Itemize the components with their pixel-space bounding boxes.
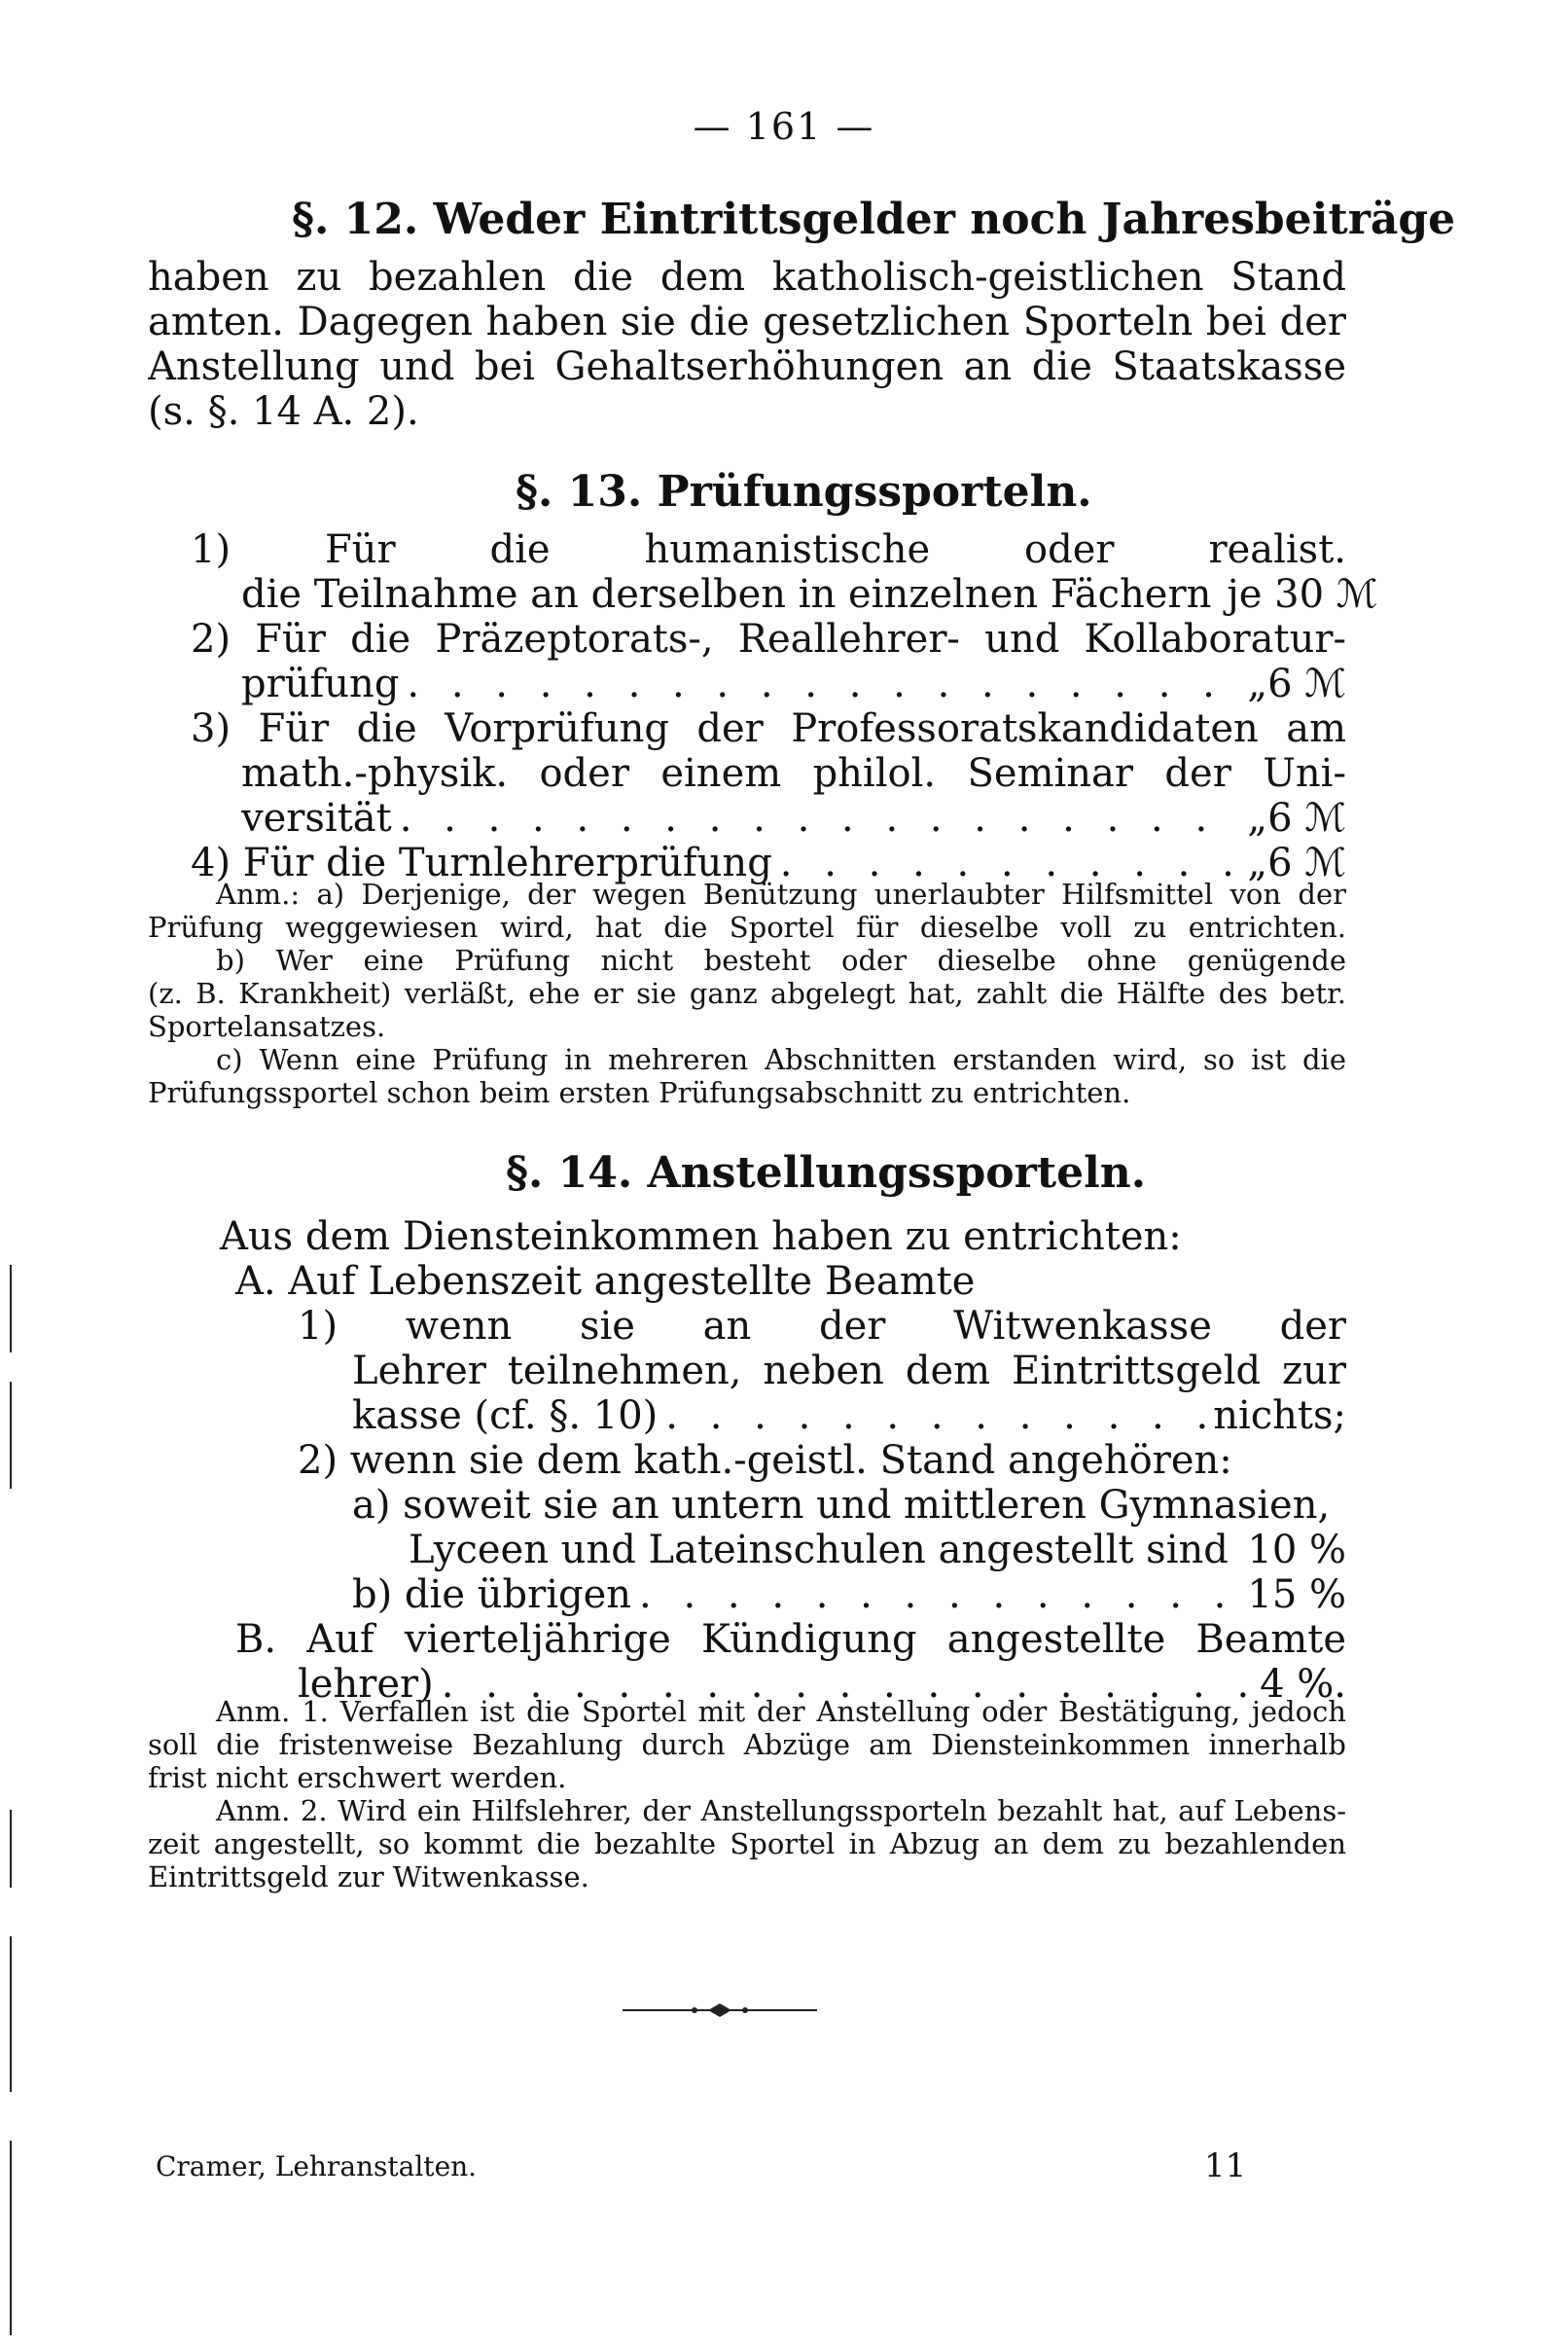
section-12-line-1: haben zu bezahlen die dem katholisch-geistlichen Stand	[148, 255, 1346, 300]
fee-item-3-line-2: math.-physik. oder einem philol. Seminar der Uni-	[241, 751, 1346, 796]
note-2-line-2: zeit angestellt, so kommt die bezahlte Sportel in Abzug an dem zu bezahlenden	[148, 1827, 1346, 1860]
fee-list	[191, 527, 1378, 885]
fee-item-2-line-2	[191, 662, 1346, 706]
group-a-1-text: kasse (cf. §. 10)	[352, 1393, 659, 1438]
section-14-heading: §. 14. Anstellungssporteln.	[506, 1148, 1147, 1198]
fee-item-3-value: 6 ℳ	[1267, 796, 1346, 841]
group-b-text: lehrer)	[298, 1662, 434, 1707]
note-2-line-3: Eintrittsgeld zur Witwenkasse.	[148, 1860, 589, 1893]
note-c-line-1: c) Wenn eine Prüfung in mehreren Abschnitten erstanden wird, so ist die	[216, 1043, 1346, 1076]
section-14-notes	[148, 1695, 1346, 1893]
group-a-2b-text: b) die übrigen	[352, 1572, 632, 1617]
fee-item-1-line-1: 1) Für die humanistische oder realist.	[191, 527, 1346, 572]
scan-margin-mark	[10, 1810, 12, 1888]
group-a-2b-value: 15 %	[1247, 1572, 1346, 1617]
ditto-mark: „	[1247, 841, 1268, 885]
ditto-mark: „	[1247, 796, 1268, 841]
fee-item-3-line-1: 3) Für die Vorprüfung der Professoratskandidaten am	[191, 706, 1346, 751]
leader-dots	[407, 662, 1239, 706]
note-1-line-2: soll die fristenweise Bezahlung durch Abzüge am Diensteinkommen innerhalb	[148, 1728, 1346, 1761]
footer-signature: Cramer, Lehranstalten.	[156, 2150, 478, 2182]
fee-item-3-text: versität	[241, 796, 392, 841]
note-a-line-1: Anm.: a) Derjenige, der wegen Benützung unerlaubter Hilfsmittel von der	[216, 878, 1346, 911]
group-b-value: 4 %.	[1260, 1662, 1346, 1707]
scan-margin-mark	[10, 2141, 12, 2335]
fee-item-1-line-2	[191, 572, 1378, 617]
group-a-1-line-1: 1) wenn sie an der Witwenkasse der	[298, 1304, 1346, 1349]
fee-item-1-text: die Teilnahme an derselben in einzelnen Fächern	[241, 572, 1212, 617]
group-a-2a-line-2	[220, 1528, 1346, 1572]
group-b-line-1: B. Auf vierteljährige Kündigung angestellte Beamte	[235, 1617, 1346, 1662]
leader-dots	[1236, 1528, 1240, 1572]
scan-margin-mark	[10, 1936, 12, 2092]
note-b-line-1: b) Wer eine Prüfung nicht besteht oder dieselbe ohne genügende	[216, 944, 1346, 977]
group-a-1-value: nichts;	[1213, 1393, 1346, 1438]
note-a-line-2: Prüfung weggewiesen wird, hat die Sportel für dieselbe voll zu entrichten.	[148, 911, 1346, 944]
note-b-line-2: (z. B. Krankheit) verläßt, ehe er sie ganz abgelegt hat, zahlt die Hälfte des betr.	[148, 977, 1346, 1010]
section-end-ornament	[623, 2001, 817, 2020]
group-a-2a-value: 10 %	[1247, 1528, 1346, 1572]
group-a-1-line-2: Lehrer teilnehmen, neben dem Eintrittsgeld zur	[352, 1349, 1346, 1393]
section-12-body	[148, 255, 1346, 434]
scan-margin-mark	[10, 1382, 12, 1489]
section-13-notes	[148, 878, 1346, 1109]
section-14-intro: Aus dem Diensteinkommen haben zu entrichten:	[220, 1214, 1182, 1259]
fee-item-3-line-3	[191, 796, 1346, 841]
page-number: — 161 —	[693, 105, 875, 148]
group-a-2-line-1: 2) wenn sie dem kath.-geistl. Stand angehören:	[298, 1438, 1232, 1483]
group-a-2b-line-1	[220, 1572, 1346, 1617]
fee-item-4-text: 4) Für die Turnlehrerprüfung	[191, 841, 772, 885]
fee-item-2-value: 6 ℳ	[1267, 662, 1346, 706]
note-1-line-3: frist nicht erschwert werden.	[148, 1761, 567, 1794]
group-a-1-line-3	[220, 1393, 1346, 1438]
section-12-heading: §. 12. Weder Eintrittsgelder noch Jahresbeiträge	[292, 195, 1456, 244]
section-13-heading: §. 13. Prüfungssporteln.	[516, 467, 1092, 517]
note-b-line-3: Sportelansatzes.	[148, 1010, 386, 1043]
section-12-line-4: (s. §. 14 A. 2).	[148, 389, 419, 434]
note-c-line-2: Prüfungssportel schon beim ersten Prüfungsabschnitt zu entrichten.	[148, 1076, 1131, 1109]
group-a-label: A. Auf Lebenszeit angestellte Beamte	[235, 1259, 976, 1304]
ditto-mark: „	[1247, 662, 1268, 706]
group-a-2a-text: Lyceen und Lateinschulen angestellt sind	[409, 1528, 1229, 1572]
fee-item-4-value: 6 ℳ	[1267, 841, 1346, 885]
leader-dots	[665, 1393, 1205, 1438]
fee-item-2-line-1: 2) Für die Präzeptorats-, Reallehrer- und Kollaboratur-	[191, 617, 1346, 662]
leader-dots	[639, 1572, 1239, 1617]
note-2-line-1: Anm. 2. Wird ein Hilfslehrer, der Anstellungssporteln bezahlt hat, auf Lebens-	[216, 1794, 1346, 1827]
fee-item-1-value: je 30 ℳ	[1227, 572, 1378, 617]
leader-dots	[400, 796, 1240, 841]
fee-item-2-text: prüfung	[241, 662, 400, 706]
note-1-line-1: Anm. 1. Verfallen ist die Sportel mit der Anstellung oder Bestätigung, jedoch	[216, 1695, 1346, 1728]
section-12-line-2: amten. Dagegen haben sie die gesetzlichen Sporteln bei der	[148, 300, 1346, 344]
footer-sheet-number: 11	[1204, 2146, 1247, 2185]
section-12-line-3: Anstellung und bei Gehaltserhöhungen an die Staatskasse	[148, 344, 1346, 389]
section-14-body	[220, 1214, 1346, 1707]
scan-margin-mark	[10, 1265, 12, 1352]
group-a-2a-line-1: a) soweit sie an untern und mittleren Gymnasien,	[352, 1483, 1331, 1528]
